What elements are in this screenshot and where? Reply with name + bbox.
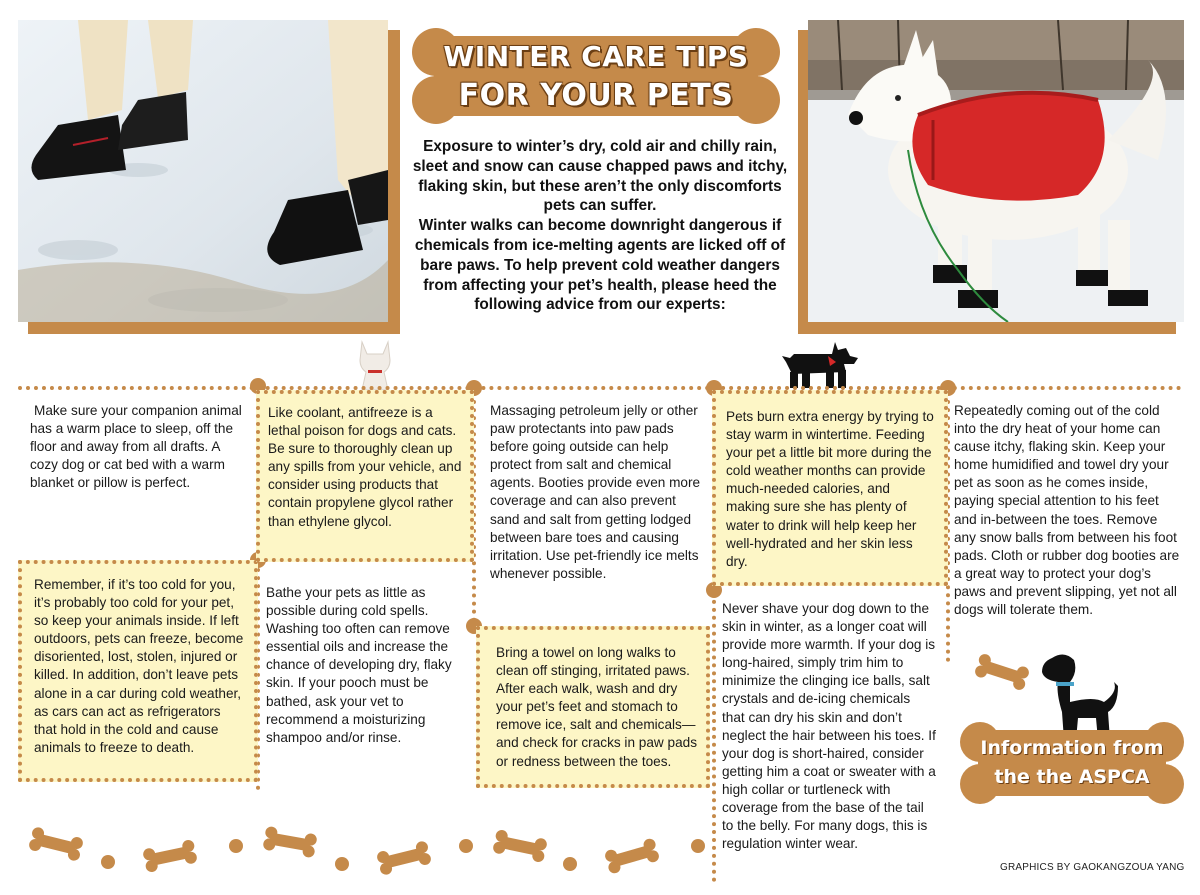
- dot-icon: [101, 855, 115, 869]
- tip-too-cold-text: Remember, if it’s too cold for you, it’s probably too cold for your pet, so keep your animals inside. If left outdoors, pets can freeze, become disoriented, lost, stolen, injured or killed. In addition, don’t leave pets alone in a car during cold weather, as cars can act as refrigerators that hold in the cold and cause animals to freeze to death.: [34, 577, 244, 755]
- source-line-1: Information from: [980, 737, 1164, 759]
- source-banner: [960, 718, 1184, 808]
- tip-too-cold: [18, 560, 258, 782]
- left-photo: [18, 20, 388, 322]
- right-photo: [808, 20, 1184, 322]
- tip-energy-text: Pets burn extra energy by trying to stay warm in wintertime. Feeding your pet a little bit more during the cold weather months can provide much-needed calories, and making sure she has plenty of water to drink will help keep her well-hydrated and her skin less dry.: [726, 409, 934, 569]
- dot-icon: [563, 857, 577, 871]
- tip-bathe: [266, 584, 466, 747]
- bone-icon: [262, 826, 317, 859]
- dotted-divider-top: [18, 386, 1182, 390]
- intro-paragraph-1: Exposure to winter’s dry, cold air and chilly rain, sleet and snow can cause chapped paws and itchy, flaking skin, but these aren’t the only discomforts pets can suffer.: [412, 138, 788, 215]
- tip-humidify: [954, 402, 1182, 619]
- bone-icon: [492, 829, 548, 863]
- tip-towel-text: Bring a towel on long walks to clean off stinging, irritated paws. After each walk, wash and dry your pet’s feet and stomach to remove ice, salt and chemicals—and check for cracks in paw pads or redness between the toes.: [496, 645, 697, 769]
- scottie-dog-icon: [780, 340, 860, 390]
- cat-icon: [354, 334, 396, 390]
- bone-icon: [28, 826, 84, 862]
- bone-icon: [376, 840, 432, 876]
- tip-bathe-text: Bathe your pets as little as possible during cold spells. Washing too often can remove essential oils and increase the chance of developing dry, flaky skin. If your pooch must be bathed, ask your vet to recommend a moisturizing shampoo and/or rinse.: [266, 585, 452, 745]
- tip-petroleum: [490, 402, 704, 583]
- title-banner: [410, 22, 782, 130]
- title-line-1: WINTER CARE TIPS: [443, 40, 749, 73]
- bone-icon: [142, 839, 198, 873]
- bone-icon: [604, 837, 661, 874]
- tip-warm-place-text: Make sure your companion animal has a warm place to sleep, off the floor and away from all drafts. A cozy dog or cat bed with a warm blanket or pillow is perfect.: [30, 403, 242, 491]
- tip-antifreeze-text: Like coolant, antifreeze is a lethal poison for dogs and cats. Be sure to thoroughly clean up any spills from your vehicle, and consider using products that contain propylene glycol rather than ethylene glycol.: [268, 405, 462, 529]
- tip-antifreeze: [256, 390, 474, 562]
- intro-paragraph-2: Winter walks can become downright dangerous if chemicals from ice-melting agents are licked off of bare paws. To help prevent cold weather dangers from affecting your pet’s health, please heed the following advice from our experts:: [414, 217, 786, 314]
- intro-text: [412, 137, 788, 315]
- dot-icon: [459, 839, 473, 853]
- tip-shave: [722, 600, 936, 853]
- tip-warm-place: [30, 402, 242, 492]
- tip-humidify-text: Repeatedly coming out of the cold into the dry heat of your home can cause itchy, flaking skin. Keep your home humidified and towel dry your pet as soon as he comes inside, paying special attention to his feet and in-between the toes. Remove any snow balls from between his foot pads. Cloth or rubber dog booties are a great way to protect your dog’s paws and prevent slipping, yet not all dogs will tolerate them.: [954, 403, 1180, 618]
- tip-shave-text: Never shave your dog down to the skin in winter, as a longer coat will provide more warmth. If your dog is long-haired, simply trim him to minimize the clinging ice balls, salt crystals and de-icing chemicals that can dry his skin and don’t neglect the hair between his toes. If your dog is short-haired, consider getting him a coat or sweater with a high collar or turtleneck with coverage from the base of the tail to the belly. For many dogs, this is regulation winter wear.: [722, 601, 936, 852]
- dot-icon: [229, 839, 243, 853]
- source-line-2: the the ASPCA: [994, 766, 1150, 788]
- bottom-bone-row: [0, 818, 720, 878]
- bone-icon: [974, 654, 1030, 690]
- tip-energy: [712, 390, 948, 586]
- tip-towel: [476, 626, 710, 788]
- dot-icon: [691, 839, 705, 853]
- tip-petroleum-text: Massaging petroleum jelly or other paw protectants into paw pads before going outside can help protect from salt and chemical agents. Booties provide even more coverage and can also prevent sand and salt from getting lodged between bare toes and causing irritation. Use pet-friendly ice melts whenever possible.: [490, 403, 701, 581]
- dot-icon: [335, 857, 349, 871]
- title-line-2: FOR YOUR PETS: [458, 78, 734, 113]
- graphics-credit: GRAPHICS BY GAOKANGZOUA YANG: [1000, 862, 1185, 873]
